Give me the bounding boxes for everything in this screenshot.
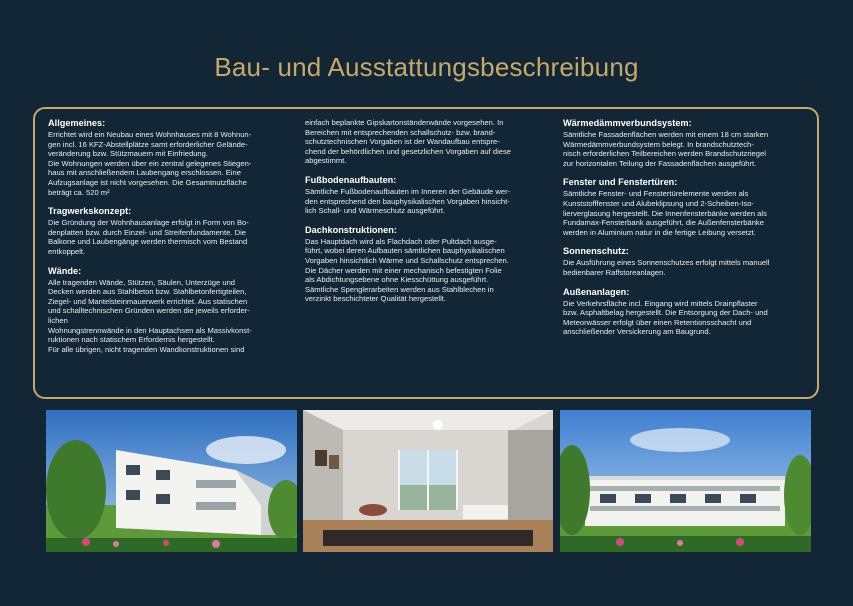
section-heading: Dachkonstruktionen: — [305, 224, 397, 235]
section-heading: Fußbodenaufbauten: — [305, 174, 397, 185]
section-text: Sämtliche Fassadenflächen werden mit einem 18 cm starken Wärmedämmverbundsystem belegt. In brandschutztech- nisch erforderlichen Teilbereichen werden Brandschutzriegel zur horizontalen Teilung der Fassadenflächen ausgeführt. — [563, 130, 769, 168]
section-heading: Wärmedämmverbundsystem: — [563, 118, 692, 128]
section-waende — [48, 266, 288, 355]
photo-living-room-interior — [303, 410, 553, 552]
section-fenster — [563, 177, 803, 237]
section-waende-continued — [305, 118, 555, 166]
section-dachkonstruktionen — [305, 225, 555, 304]
section-allgemeines — [48, 118, 288, 197]
photo-building-exterior-front — [560, 410, 811, 552]
section-tragwerkskonzept — [48, 206, 288, 256]
section-aussenanlagen — [563, 287, 803, 337]
section-text: Die Ausführung eines Sonnenschutzes erfolgt mittels manuell bedienbarer Raffstoreanlagen. — [563, 258, 770, 277]
section-sonnenschutz — [563, 246, 803, 277]
section-text: Die Gründung der Wohnhausanlage erfolgt in Form von Bo- denplatten bzw. durch Einzel- und Streifenfundamente. Die Balkone und Laubengänge werden thermisch vom Bestand entkoppelt. — [48, 218, 249, 256]
section-text: Alle tragenden Wände, Stützen, Säulen, Unterzüge und Decken werden aus Stahlbeton bzw. Stahlbetonfertigteilen, Ziegel- und Mantelsteinmauerwerk errichtet. Aus statischen und schalltechnischen Gründen werden die jeweils erforder- lichen Wohnungstrennwände in den Hauptachsen als Massivkonst- ruktionen nach statischem Erfordernis hergestellt. Für alle übrigen, nicht tragenden Wandkonstruktionen sind — [48, 277, 252, 354]
section-heading: Tragwerkskonzept: — [48, 206, 132, 217]
section-text: Die Verkehrsfläche incl. Eingang wird mittels Drainpflaster bzw. Asphaltbelag hergestellt. Die Entsorgung der Dach- und Meteorwässer erfolgt über einen Retentionsschacht und anschließender Versickerung am Baugrund. — [563, 298, 768, 337]
section-text: Errichtet wird ein Neubau eines Wohnhauses mit 8 Wohnun- gen incl. 16 KFZ-Abstellplätze samt erforderlicher Gelände- veränderung bzw. Stützmauern mit Einfriedung. Die Wohnungen werden über ein zentral gelegenes Stiegen- haus mit anschließendem Laubengang erschlossen. Eine Aufzugsanlage ist nicht vorgesehen. Die Gesamtnutzfläche beträgt ca. 520 m² — [48, 130, 252, 197]
section-fussbodenaufbauten — [305, 175, 555, 216]
section-heading: Wände: — [48, 265, 82, 276]
section-text: einfach beplankte Gipskartonständerwände vorgesehen. In Bereichen mit entsprechenden schallschutz- bzw. brand- schutztechnischen Vorgaben ist der Wandaufbau entspre- chend der behördlichen und gesetzlichen Vorgaben auf diese abgestimmt. — [305, 118, 512, 166]
section-heading: Fenster und Fenstertüren: — [563, 177, 678, 188]
section-heading: Allgemeines: — [48, 118, 106, 128]
section-text: Sämtliche Fenster- und Fenstertürelemente werden als Kunststofffenster und Alubeklipsung und 2-Scheiben-Iso- lierverglasung hergestellt. Die Innenfensterbänke werden als Fundamax-Fensterbank ausgeführt, die Außenfensterbänke werden in Aluminium natur in die fertige Leibung versetzt. — [563, 189, 767, 237]
section-waermedaemmverbundsystem — [563, 118, 803, 168]
section-heading: Außenanlagen: — [563, 286, 630, 297]
page-title: Bau- und Ausstattungsbeschreibung — [214, 52, 639, 82]
text-column-3 — [563, 118, 803, 346]
section-text: Sämtliche Fußbodenaufbauten im Inneren der Gebäude wer- den entsprechend den bauphysikalischen Vorgaben hinsicht- lich Schall- und Wärmeschutz ausgeführt. — [305, 186, 511, 216]
section-heading: Sonnenschutz: — [563, 246, 629, 257]
photo-building-exterior-side — [46, 410, 297, 552]
section-text: Das Hauptdach wird als Flachdach oder Pultdach ausge- führt, wobei deren Aufbauten sämtlichen bauphysikalischen Vorgaben hinsichtlich Wärme und Schallschutz entsprechen. Die Dächer werden mit einer mechanisch befestigten Folie als Abdichtungsebene ohne Kiesschüttung ausgeführt. Sämtliche Spenglerarbeiten werden aus Stahlblechen in verzinkt beschichteter Qualität hergestellt. — [305, 236, 509, 304]
text-column-1 — [48, 118, 288, 363]
text-column-2 — [305, 118, 555, 313]
